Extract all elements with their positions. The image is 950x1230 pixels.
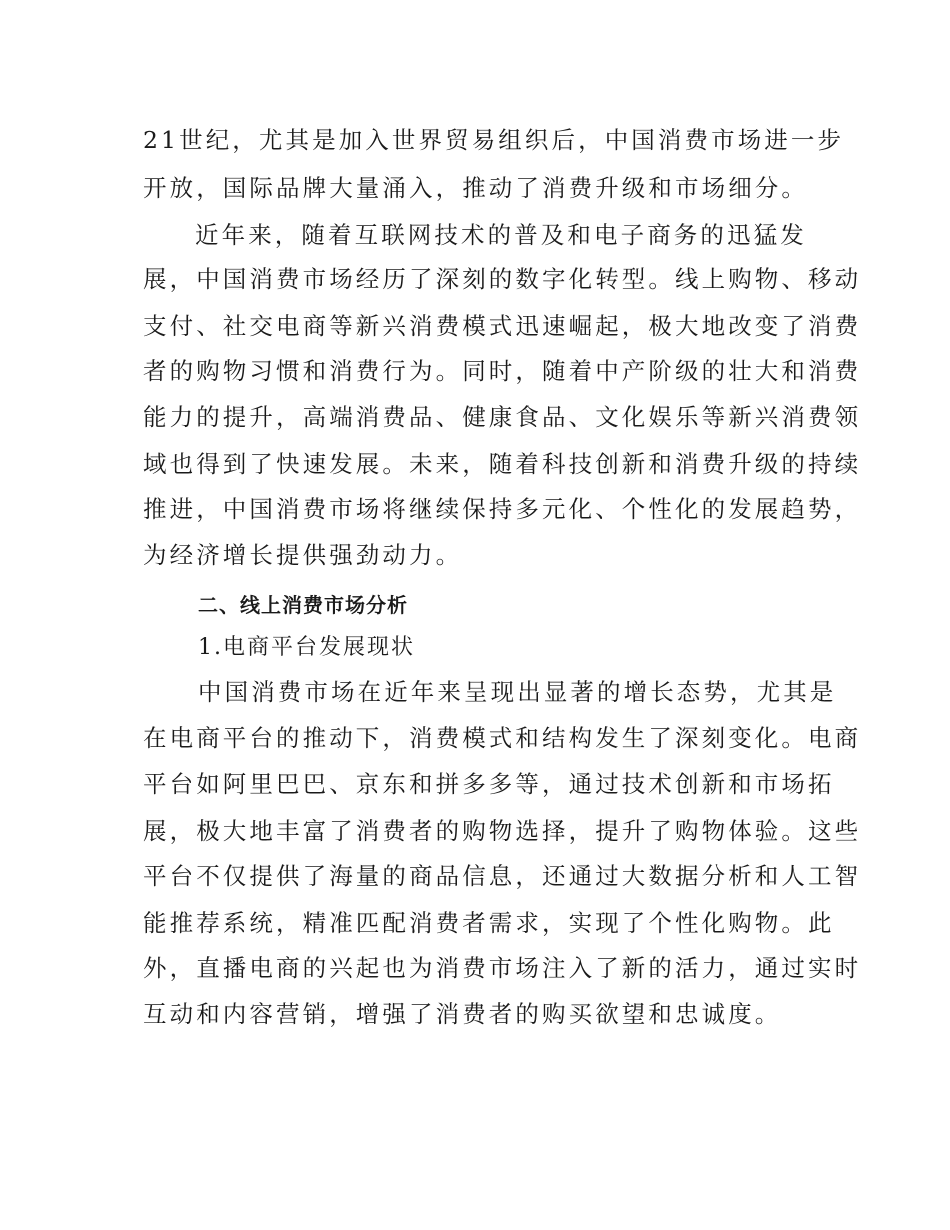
paragraph-line: 在电商平台的推动下，消费模式和结构发生了深刻变化。电商 [143,724,862,752]
paragraph-line: 能推荐系统，精准匹配消费者需求，实现了个性化购物。此 [143,909,835,937]
paragraph-line: 平台不仅提供了海量的商品信息，还通过大数据分析和人工智 [143,862,862,890]
paragraph-line: 开放，国际品牌大量涌入，推动了消费升级和市场细分。 [143,174,808,202]
paragraph-line: 推进，中国消费市场将继续保持多元化、个性化的发展趋势， [143,495,862,523]
paragraph-line: 支付、社交电商等新兴消费模式迅速崛起，极大地改变了消费 [143,312,862,340]
paragraph-line: 外，直播电商的兴起也为消费市场注入了新的活力，通过实时 [143,954,862,982]
paragraph-line: 21世纪，尤其是加入世界贸易组织后，中国消费市场进一步 [143,126,845,154]
subsection-heading: 1.电商平台发展现状 [198,635,415,660]
paragraph-line: 平台如阿里巴巴、京东和拼多多等，通过技术创新和市场拓 [143,770,835,798]
paragraph-line: 者的购物习惯和消费行为。同时，随着中产阶级的壮大和消费 [143,357,862,385]
paragraph-line: 近年来，随着互联网技术的普及和电子商务的迅猛发 [195,221,807,249]
paragraph-line: 展，中国消费市场经历了深刻的数字化转型。线上购物、移动 [143,265,862,293]
paragraph-line: 域也得到了快速发展。未来，随着科技创新和消费升级的持续 [143,450,862,478]
paragraph-line: 为经济增长提供强劲动力。 [143,541,463,569]
paragraph-line: 展，极大地丰富了消费者的购物选择，提升了购物体验。这些 [143,817,862,845]
paragraph-line: 能力的提升，高端消费品、健康食品、文化娱乐等新兴消费领 [143,403,862,431]
paragraph-line: 互动和内容营销，增强了消费者的购买欲望和忠诚度。 [143,1000,782,1028]
paragraph-line: 中国消费市场在近年来呈现出显著的增长态势，尤其是 [198,678,837,706]
section-heading: 二、线上消费市场分析 [198,593,408,617]
